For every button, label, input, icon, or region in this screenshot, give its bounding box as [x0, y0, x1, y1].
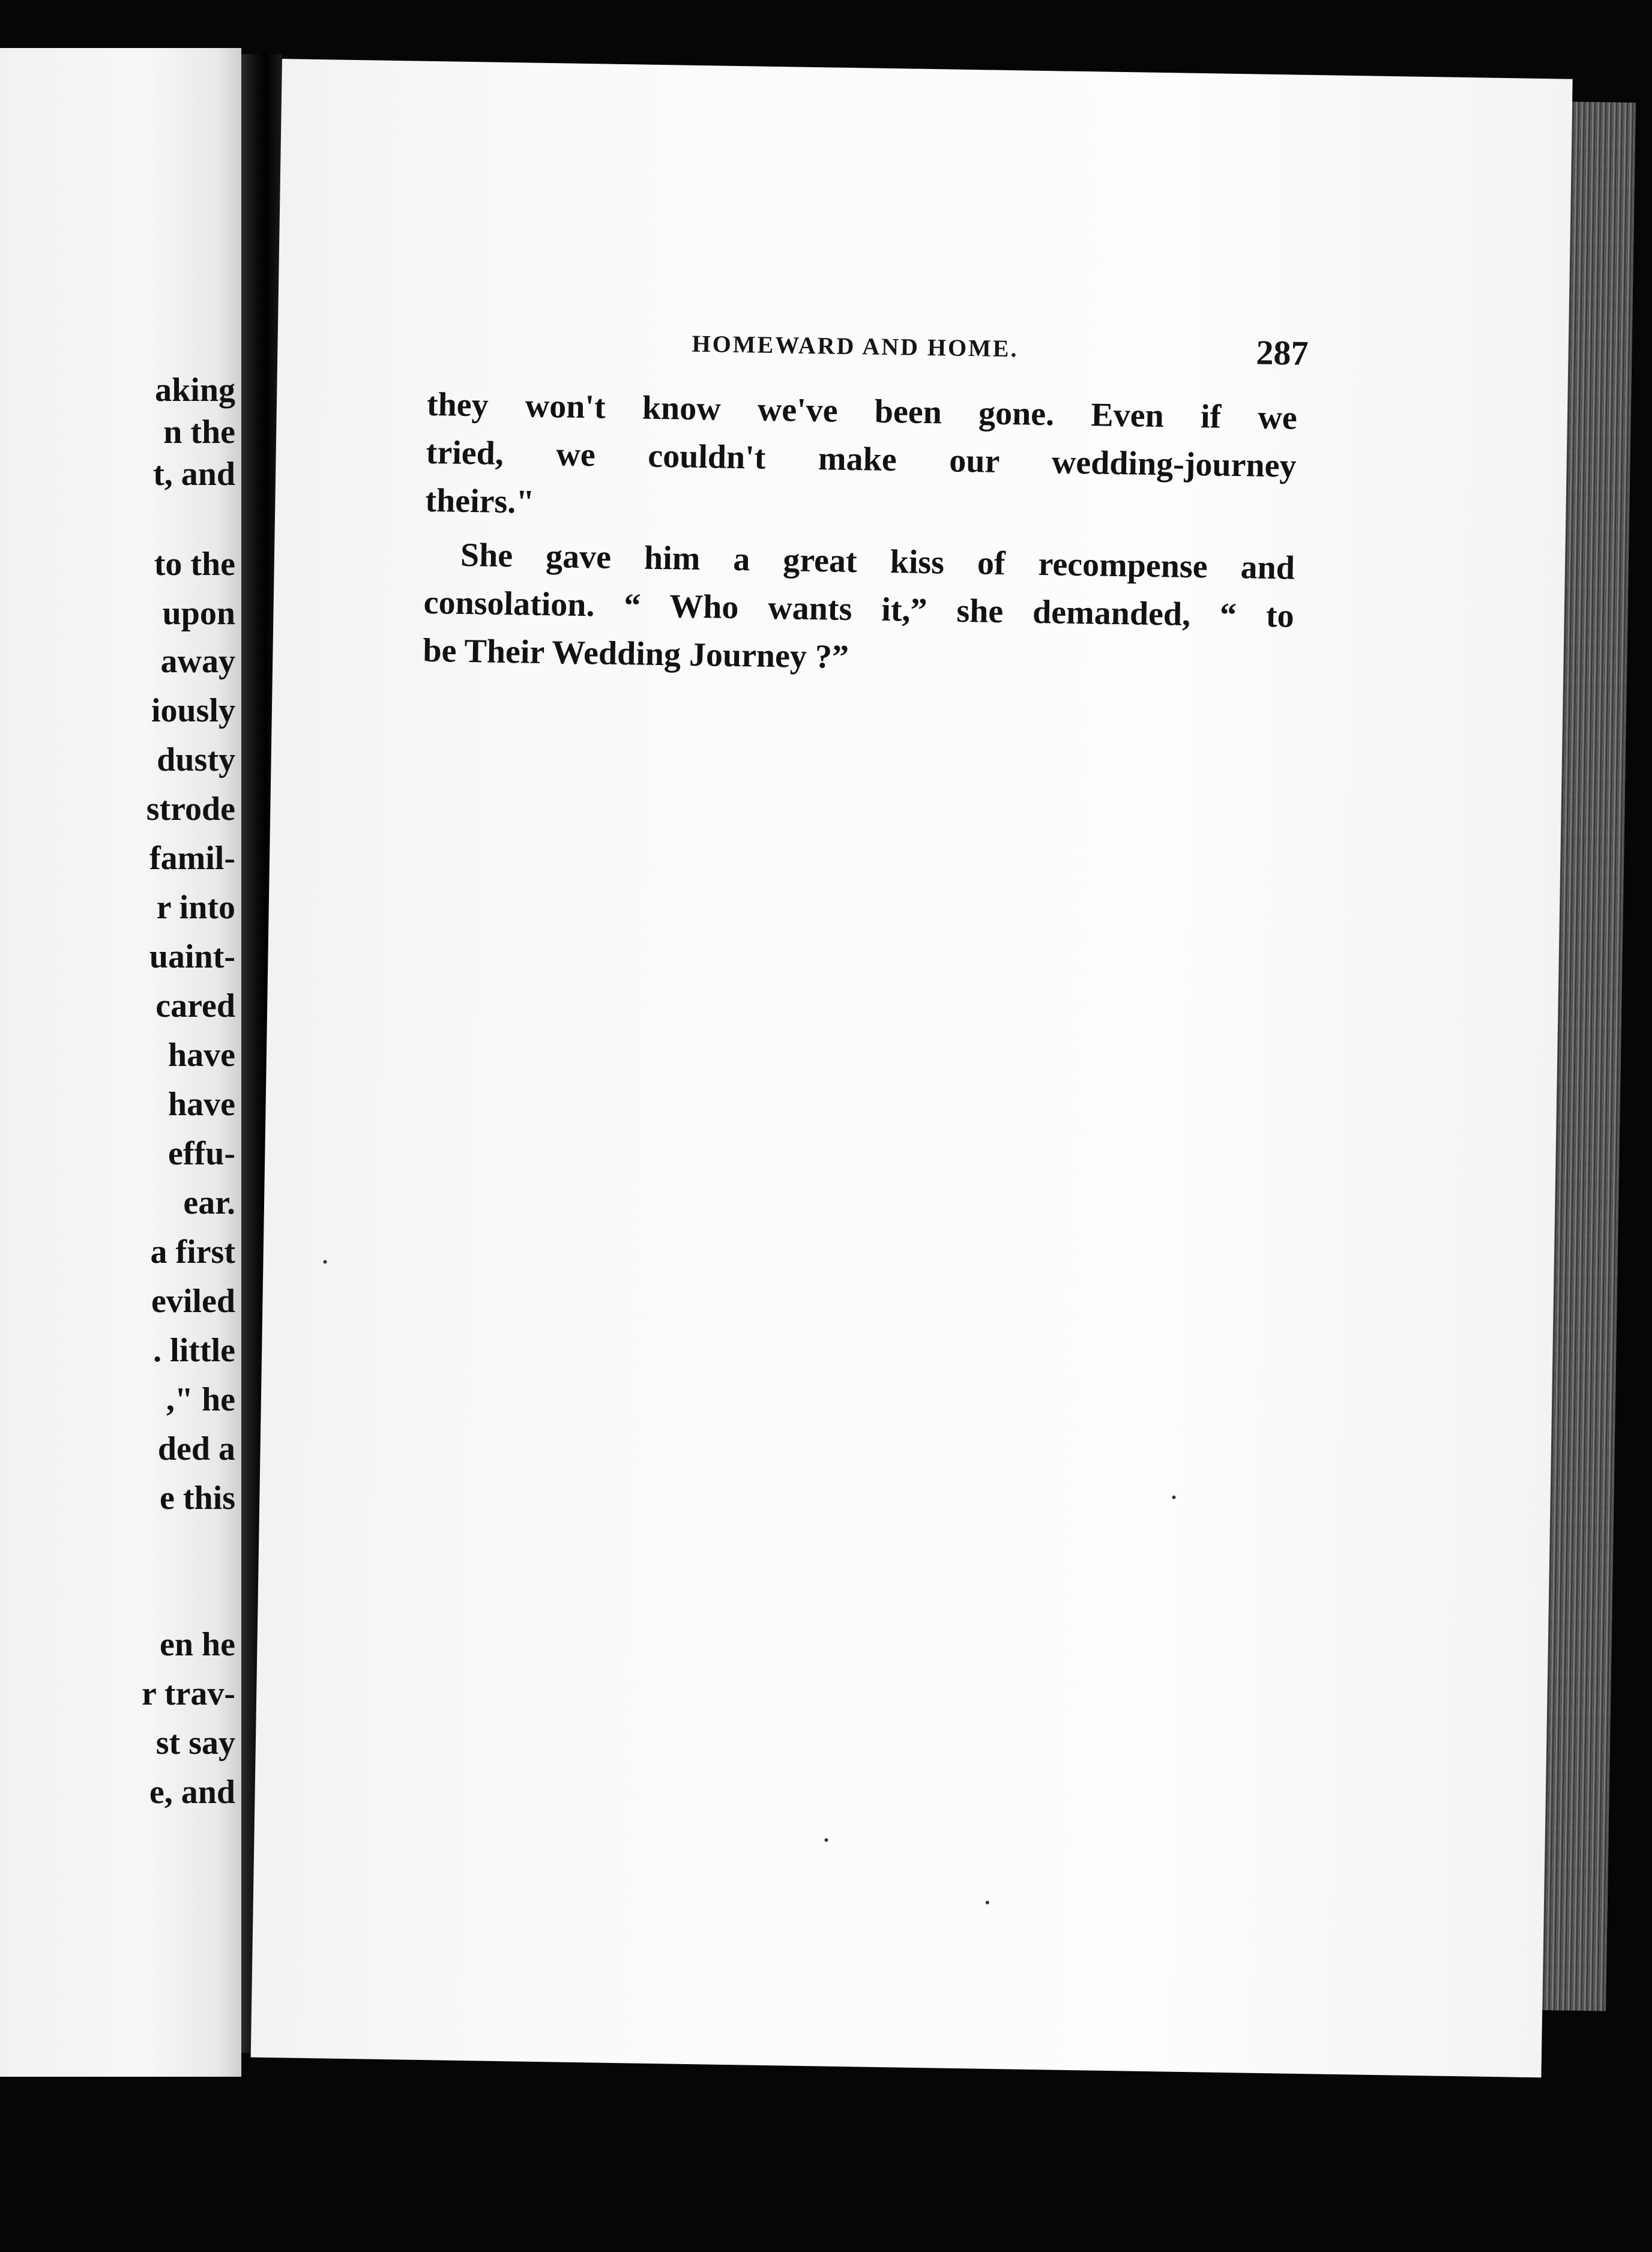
left-line: e, and: [149, 1774, 235, 1811]
left-line: eviled: [151, 1283, 235, 1320]
left-line: e this: [160, 1480, 235, 1517]
left-line: t, and: [153, 456, 235, 493]
left-line: ded a: [157, 1430, 235, 1468]
left-line: st say: [155, 1724, 235, 1762]
left-line: upon: [162, 595, 235, 632]
right-page: [251, 59, 1573, 2077]
left-line: r trav-: [142, 1675, 235, 1712]
scan-speck: [824, 1838, 828, 1842]
left-line: n the: [163, 414, 235, 451]
left-line: dusty: [157, 741, 235, 778]
scan-speck: [1172, 1496, 1175, 1499]
left-line: to the: [154, 546, 235, 583]
left-line: a first: [150, 1233, 235, 1271]
left-line: have: [168, 1086, 235, 1123]
scan-speck: [986, 1901, 989, 1904]
running-head: HOMEWARD AND HOME.: [692, 330, 1019, 363]
body-line: be Their Wedding Journey ?”: [423, 631, 849, 676]
body-line: theirs.": [424, 481, 535, 521]
left-line: ," he: [166, 1381, 235, 1418]
left-line: en he: [160, 1626, 235, 1663]
body-line: tried, we couldn't make our wedding-journey: [426, 433, 1297, 485]
left-line: . little: [153, 1332, 235, 1369]
left-line: uaint-: [149, 938, 235, 975]
body-line: consolation. “ Who wants it,” she demanded, “ to: [423, 583, 1295, 635]
left-line: strode: [146, 790, 235, 828]
scan-speck: [323, 1260, 327, 1263]
body-line: they won't know we've been gone. Even if we: [426, 385, 1298, 437]
left-line: r into: [156, 889, 235, 926]
left-line: away: [160, 643, 235, 680]
page-number: 287: [1256, 333, 1309, 373]
body-line: She gave him a great kiss of recompense and: [460, 536, 1295, 587]
left-line: have: [168, 1037, 235, 1074]
left-line: ear.: [183, 1184, 235, 1221]
left-line: iously: [151, 692, 235, 729]
left-line: effu-: [168, 1135, 235, 1172]
left-page: [0, 48, 241, 2077]
left-line: aking: [155, 372, 235, 409]
left-line: cared: [155, 987, 235, 1025]
left-line: famil-: [149, 840, 235, 877]
